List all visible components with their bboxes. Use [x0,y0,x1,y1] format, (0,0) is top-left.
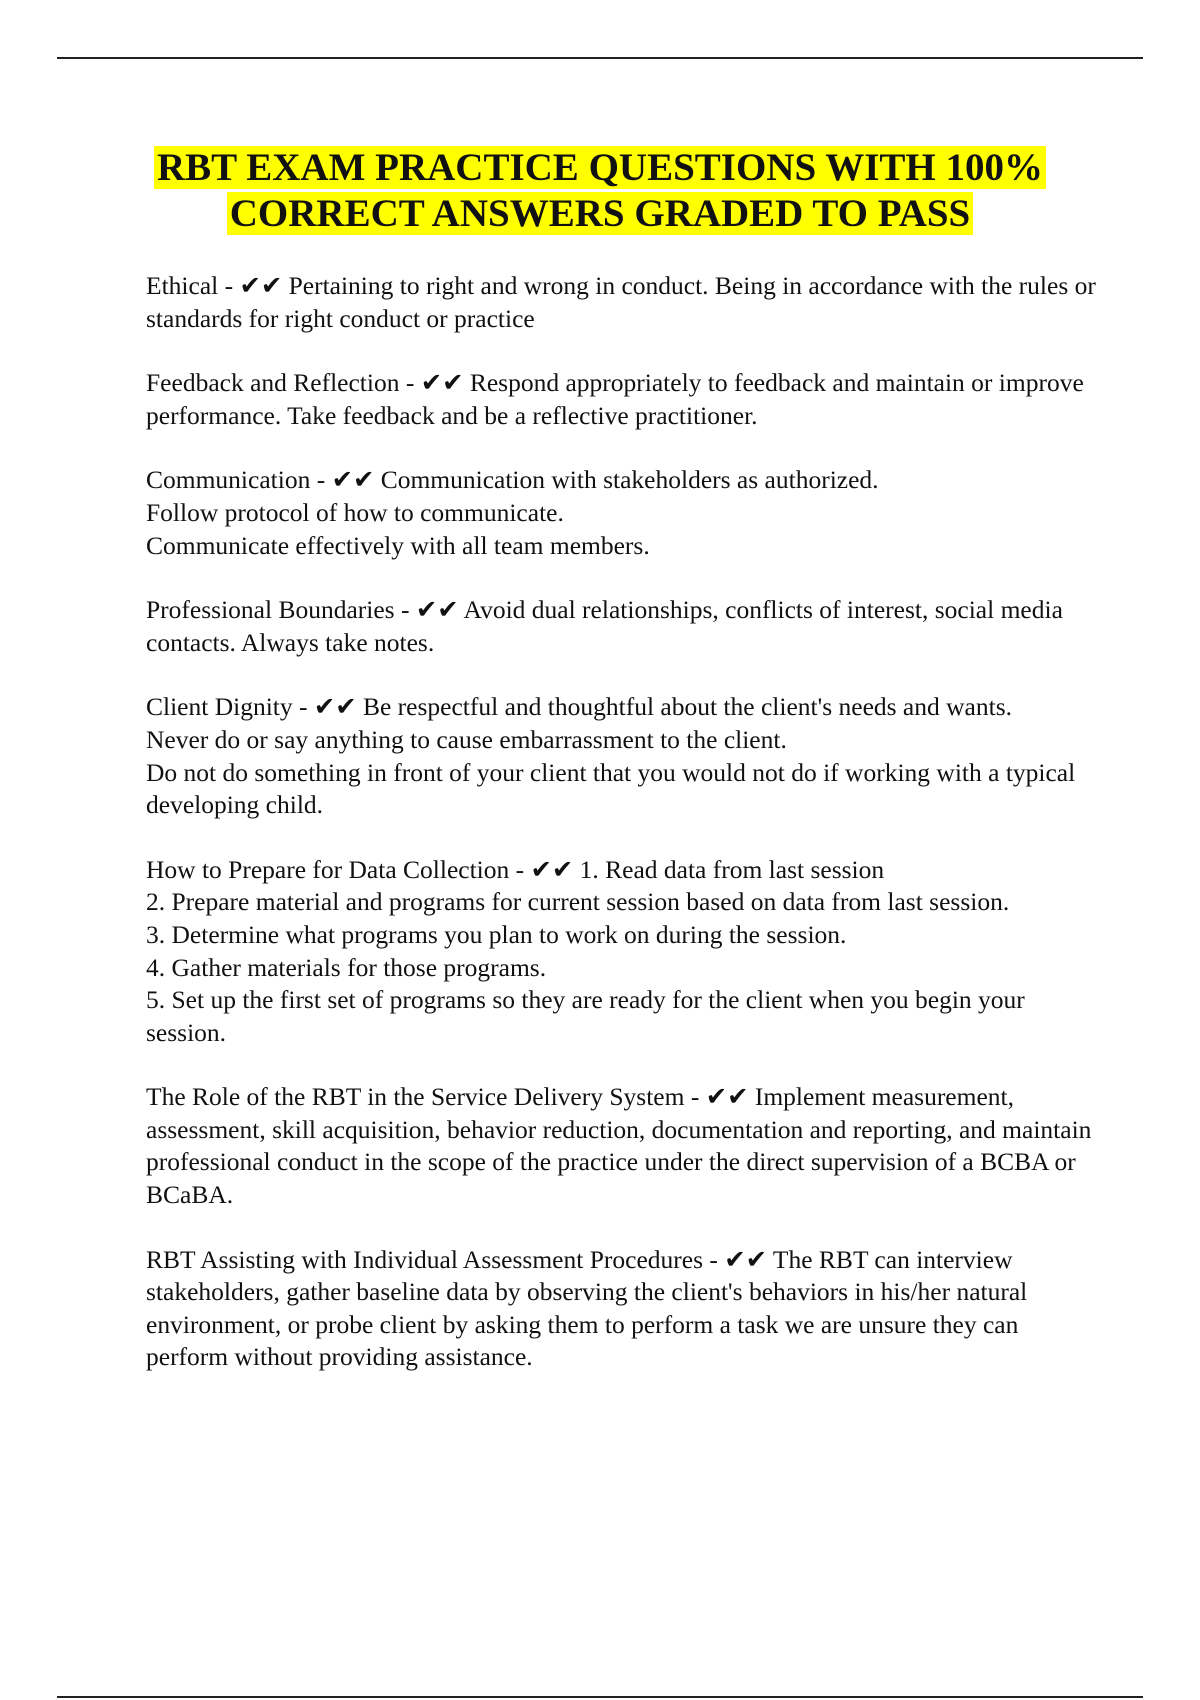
entry-definition: 1. Read data from last session [579,854,885,884]
entry-definition: Avoid dual relationships, conflicts of interest, social media contacts. Always take notes. [146,595,1063,657]
bottom-rule [57,1696,1143,1698]
entry-ethical: Ethical - ✔✔ Pertaining to right and wrong in conduct. Being in accordance with the rules or standards for right conduct or practice [146,271,1096,333]
entry-feedback-and-reflection: Feedback and Reflection - ✔✔ Respond appropriately to feedback and maintain or improve performance. Take feedback and be a reflective practitioner. [146,368,1084,430]
entry-definition: Communication with stakeholders as authorized. [380,465,879,495]
double-check-icon: ✔✔ [313,692,357,722]
entry-definition: Be respectful and thoughtful about the client's needs and wants. [362,692,1012,722]
entry-term: RBT Assisting with Individual Assessment Procedures [146,1244,703,1274]
entry-term: How to Prepare for Data Collection [146,854,510,884]
entry-definition: The RBT can interview stakeholders, gather baseline data by observing the client's behaviors in his/her natural environment, or probe client by asking them to perform a task we are unsure they can perform without providing assistance. [146,1244,1028,1372]
double-check-icon: ✔✔ [724,1244,767,1274]
title-line-2: CORRECT ANSWERS GRADED TO PASS [227,192,973,235]
double-check-icon: ✔✔ [705,1082,749,1112]
entry-definition-line: Communicate effectively with all team members. [146,530,650,560]
document-title [60,145,1140,237]
entry-term: Communication [146,465,311,495]
double-check-icon: ✔✔ [415,595,459,625]
entry-definition-line: 5. Set up the first set of programs so they are ready for the client when you begin your session. [146,985,1025,1047]
double-check-icon: ✔✔ [331,465,375,495]
double-check-icon: ✔✔ [239,271,283,300]
entry-definition-line: Do not do something in front of your client that you would not do if working with a typical developing child. [146,757,1076,820]
entry-professional-boundaries: Professional Boundaries - ✔✔ Avoid dual relationships, conflicts of interest, social media contacts. Always take notes. [146,595,1063,657]
entry-client-dignity: Client Dignity - ✔✔ Be respectful and thoughtful about the client's needs and wants. Never do or say anything to cause embarrassment to the client. Do not do something in front of your client that you would not do if working with a typical developing child. [146,691,1106,821]
entry-role-of-rbt: The Role of the RBT in the Service Delivery System - ✔✔ Implement measurement, assessment, skill acquisition, behavior reduction, documentation and reporting, and maintain professional conduct in the scope of the practice under the direct supervision of a BCBA or BCaBA. [146,1082,1092,1210]
entry-term: Ethical [146,271,219,300]
entry-definition-line: 3. Determine what programs you plan to work on during the session. [146,919,847,949]
entry-term: Professional Boundaries [146,595,395,625]
title-line-1: RBT EXAM PRACTICE QUESTIONS WITH 100% [154,146,1046,189]
double-check-icon: ✔✔ [530,854,574,884]
top-rule [57,57,1143,59]
entry-term: Client Dignity [146,692,293,722]
entry-definition-line: 4. Gather materials for those programs. [146,952,547,982]
entry-definition-line: 2. Prepare material and programs for current session based on data from last session. [146,887,1010,917]
entry-rbt-assessment-procedures: RBT Assisting with Individual Assessment Procedures - ✔✔ The RBT can interview stakeholders, gather baseline data by observing the client's behaviors in his/her natural environment, or probe client by asking them to perform a task we are unsure they can perform without providing assistance. [146,1244,1028,1372]
entry-definition-line: Never do or say anything to cause embarrassment to the client. [146,724,787,754]
entry-definition: Respond appropriately to feedback and maintain or improve performance. Take feedback and be a reflective practitioner. [146,368,1084,430]
entry-term: Feedback and Reflection [146,368,400,398]
document-body [146,270,1106,1406]
double-check-icon: ✔✔ [420,368,464,398]
entry-definition-line: Follow protocol of how to communicate. [146,497,564,527]
entry-communication: Communication - ✔✔ Communication with stakeholders as authorized. Follow protocol of how to communicate. Communicate effectively with all team members. [146,464,1106,562]
entry-term: The Role of the RBT in the Service Delivery System [146,1082,685,1112]
entry-definition: Implement measurement, assessment, skill acquisition, behavior reduction, documentation and reporting, and maintain professional conduct in the scope of the practice under the direct supervision of a BCBA or BCaBA. [146,1082,1092,1210]
entry-definition: Pertaining to right and wrong in conduct. Being in accordance with the rules or standards for right conduct or practice [146,271,1096,333]
entry-prepare-data-collection: How to Prepare for Data Collection - ✔✔ 1. Read data from last session 2. Prepare material and programs for current session based on data from last session. 3. Determine what programs you plan to work on during the session. 4. Gather materials for those programs. 5. Set up the first set of programs so they are ready for the client when you begin your session. [146,854,1106,1050]
